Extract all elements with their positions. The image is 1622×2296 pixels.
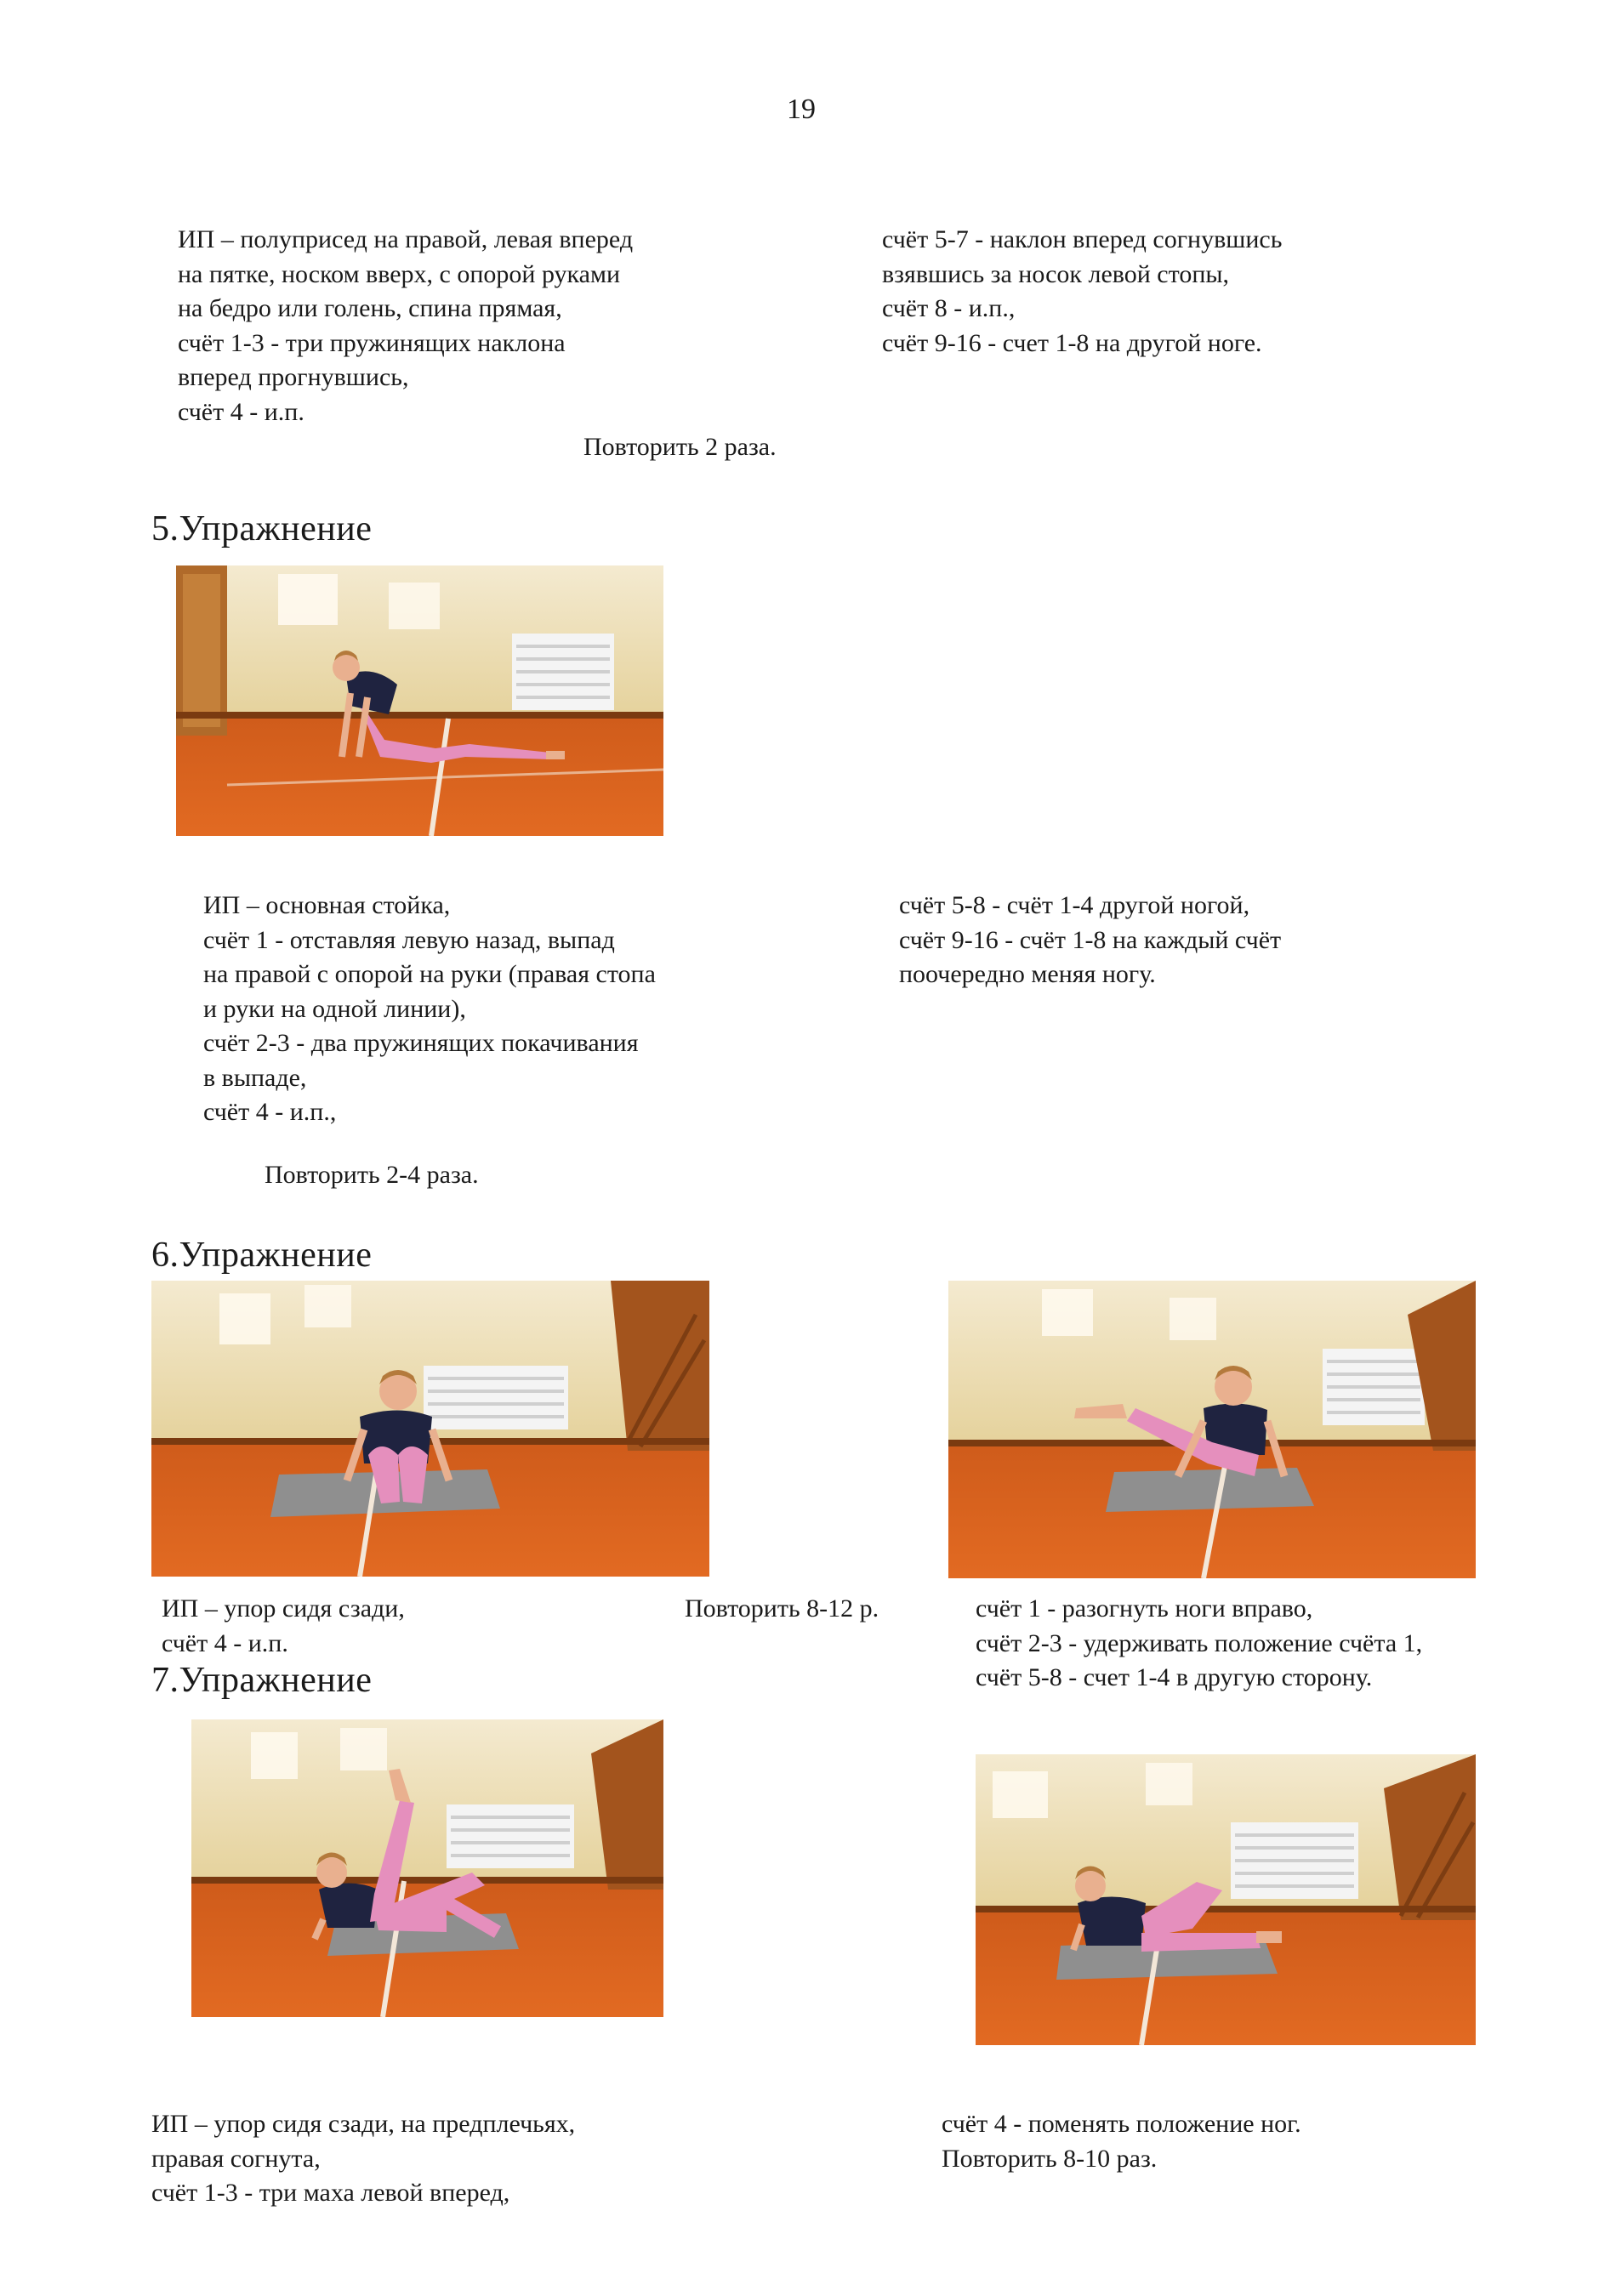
text-line: на бедро или голень, спина прямая, xyxy=(178,294,562,322)
ex7-photo-right xyxy=(976,1754,1476,2045)
text-line: вперед прогнувшись, xyxy=(178,363,409,391)
ex6-heading: 6.Упражнение xyxy=(151,1236,373,1275)
page-number: 19 xyxy=(787,94,816,125)
text-line: счёт 8 - и.п., xyxy=(882,294,1016,322)
ex5-heading: 5.Упражнение xyxy=(151,509,373,548)
ex7-left-text xyxy=(151,2107,575,2211)
text-line: взявшись за носок левой стопы, xyxy=(882,259,1230,288)
ex6-photo-left xyxy=(151,1281,709,1577)
text-line: счёт 4 - и.п. xyxy=(178,397,304,426)
text-line: ИП – основная стойка, xyxy=(203,891,451,919)
ex5-left-text xyxy=(203,889,656,1130)
ex5-right-text xyxy=(899,889,1281,992)
ex7-photo-left xyxy=(191,1719,663,2017)
text-line: счёт 5-8 - счёт 1-4 другой ногой, xyxy=(899,891,1250,919)
text-line: Повторить 8-10 раз. xyxy=(942,2144,1158,2173)
text-line: на правой с опорой на руки (правая стопа xyxy=(203,960,656,988)
text-line: счёт 1-3 - три маха левой вперед, xyxy=(151,2179,510,2207)
text-line: правая согнута, xyxy=(151,2144,321,2173)
text-line: на пятке, носком вверх, с опорой руками xyxy=(178,259,621,288)
text-line: счёт 5-7 - наклон вперед согнувшись xyxy=(882,225,1283,253)
text-line: ИП – упор сидя сзади, xyxy=(162,1594,405,1623)
text-line: ИП – полуприсед на правой, левая вперед xyxy=(178,225,634,253)
ex7-right-text xyxy=(942,2107,1301,2176)
ex4-repeat: Повторить 2 раза. xyxy=(583,433,777,461)
text-line: счёт 9-16 - счет 1-8 на другой ноге. xyxy=(882,328,1262,357)
text-line: в выпаде, xyxy=(203,1063,307,1092)
text-line: счёт 4 - и.п. xyxy=(162,1628,288,1657)
text-line: счёт 9-16 - счёт 1-8 на каждый счёт xyxy=(899,925,1282,954)
text-line: счёт 2-3 - два пружинящих покачивания xyxy=(203,1029,639,1057)
ex7-heading: 7.Упражнение xyxy=(151,1661,373,1700)
text-line: счёт 1 - отставляя левую назад, выпад xyxy=(203,925,615,954)
text-line: поочередно меняя ногу. xyxy=(899,960,1156,988)
ex6-right-text xyxy=(976,1592,1422,1696)
ex5-photo xyxy=(176,565,663,836)
text-line: ИП – упор сидя сзади, на предплечьях, xyxy=(151,2110,576,2138)
ex4-right-text xyxy=(882,223,1282,361)
text-line: счёт 4 - и.п., xyxy=(203,1098,337,1126)
text-line: счёт 1 - разогнуть ноги вправо, xyxy=(976,1594,1313,1623)
ex4-left-text xyxy=(178,223,633,429)
text-line: счёт 4 - поменять положение ног. xyxy=(942,2110,1301,2138)
ex5-repeat: Повторить 2-4 раза. xyxy=(265,1161,479,1189)
text-line: счёт 5-8 - счет 1-4 в другую сторону. xyxy=(976,1663,1373,1691)
text-line: счёт 1-3 - три пружинящих наклона xyxy=(178,328,566,357)
ex6-photo-right xyxy=(948,1281,1476,1578)
ex6-repeat: Повторить 8-12 р. xyxy=(685,1594,879,1623)
text-line: и руки на одной линии), xyxy=(203,994,466,1023)
text-line: счёт 2-3 - удерживать положение счёта 1, xyxy=(976,1628,1423,1657)
ex6-left-text xyxy=(162,1592,405,1661)
